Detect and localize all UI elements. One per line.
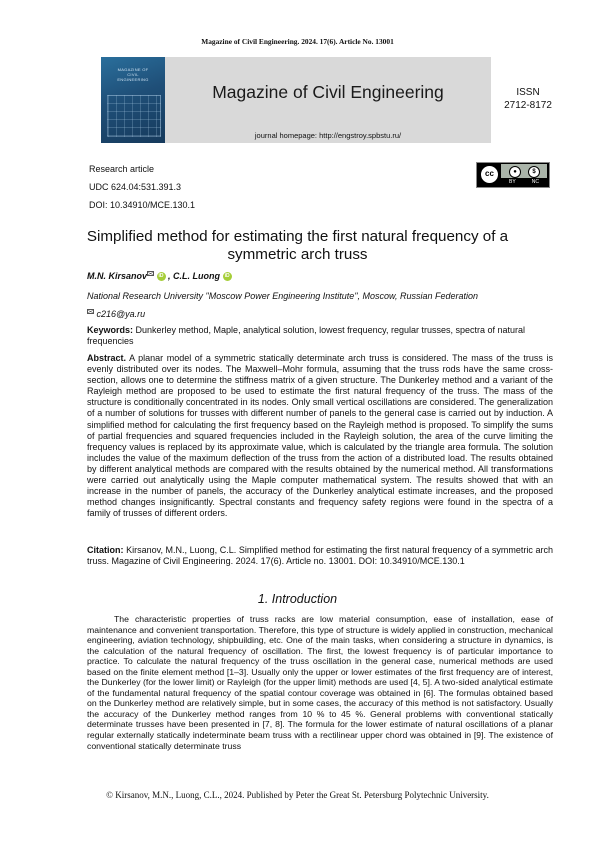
keywords-text: Dunkerley method, Maple, analytical solution, lowest frequency, regular trusses, spectra of natural frequencies [87, 325, 526, 347]
nc-dollar-icon: $ [528, 166, 540, 178]
copyright-footer: © Kirsanov, M.N., Luong, C.L., 2024. Published by Peter the Great St. Petersburg Polytechnic University. [106, 790, 489, 800]
orcid-icon[interactable]: iD [158, 273, 164, 279]
issn-value: 2712-8172 [504, 100, 552, 111]
cover-truss-pattern [107, 95, 161, 137]
article-doi[interactable]: DOI: 10.34910/MCE.130.1 [89, 200, 196, 210]
journal-cover-image [101, 57, 165, 143]
abstract-text: A planar model of a symmetric statically determinate arch truss is considered. The mass of the truss is evenly distributed over its nodes. The Maxwell–Mohr formula, assuming that the truss rods have the same cross-section, allows one to determine the stiffness matrix of a given structure. The Dunkerley method and a variant of the Rayleigh method are proposed to be used to estimate the first natural frequency of the truss. The mass of the structure is conditionally concentrated in its nodes. Only small vertical oscillations are considered. The generalization of a number of solutions for trusses with different number of panels to the general case is carried out by induction. A simplified method for calculating the first frequency based on the Rayleigh method is proposed. To simplify the sums of partial frequencies and squared frequencies included in the Rayleigh solution, the area of the curve limiting the frequency values is replaced by its approximate value, which is calculated by the triangle area formula. The solution includes the value of the maximum deflection of the truss from the action of a distributed load. The results obtained by different analytical methods are compared with the results obtained by the numerical method. All transformations were carried out analytically using the Maple computer mathematical system. The results showed that with an increase in the number of panels, the accuracy of the Dunkerley analytical estimate increases, and the proposed method changes insignificantly. Spectral constants and frequency safety regions were found in the spectra of a family of trusses of different orders. [87, 353, 553, 519]
email-line [87, 309, 145, 319]
cc-icon: cc [480, 165, 499, 184]
section-heading: 1. Introduction [257, 592, 338, 606]
nc-label: NC [531, 179, 539, 185]
author-luong[interactable]: C.L. Luong [173, 271, 221, 281]
issn-label: ISSN [516, 87, 540, 98]
author-kirsanov[interactable]: M.N. Kirsanov [87, 271, 148, 281]
keywords [87, 325, 553, 347]
introduction-paragraph: The characteristic properties of truss racks are low material consumption, ease of installation, ease of maintenance and convenient transportation. Therefore, this type of structure is widely applied in construction, mechanical engineering, aviation technology, shipbuilding, etc. One of the main tasks, when considering a structure in dynamics, is the calculation of the natural frequency of oscillation. The first, the lowest frequency is of particular importance to practice. To calculate the natural frequency of the truss oscillation in the general case, numerical methods are used based on the finite element method [1–3]. Usually only the upper or lower estimates of the first frequency are of interest, the Dunkerley (for the lower limit) or Rayleigh (for the upper limit) methods are used [4, 5]. A two-sided analytical estimate of the fundamental natural frequency of the spatial contour coverage was obtained in [6]. The formulas obtained based on the Dunkerley method are relatively simple, but in some cases, the accuracy of this method is not satisfactory. Usually the accuracy of the Dunkerley method ranges from 10 % to 45 %. General problems with conventional statically determinate trusses have been presented in [7, 8]. The formula for the lower estimate of natural oscillations of a planar regular externally statically indeterminate beam truss with a rectilinear upper chord was obtained in [9]. The existence of conventional statically determinate truss [87, 614, 553, 751]
journal-homepage[interactable]: journal homepage: http://engstroy.spbstu.ru/ [254, 131, 402, 140]
author-separator: , [165, 271, 174, 281]
citation-label: Citation: [87, 545, 124, 555]
orcid-icon[interactable]: iD [224, 273, 230, 279]
udc-code: UDC 624.04:531.391.3 [89, 182, 182, 192]
envelope-icon [87, 309, 94, 314]
email-address[interactable]: c216@ya.ru [96, 309, 146, 319]
author-list [87, 271, 232, 281]
keywords-label: Keywords: [87, 325, 134, 335]
cc-license-badge[interactable] [476, 162, 550, 188]
article-title: Simplified method for estimating the first natural frequency of a symmetric arch truss [86, 228, 509, 263]
article-type: Research article [89, 164, 155, 174]
by-person-icon: ● [509, 166, 521, 178]
issn-block [493, 86, 563, 112]
running-head: Magazine of Civil Engineering. 2024. 17(6). Article No. 13001 [201, 37, 394, 46]
journal-name: Magazine of Civil Engineering [212, 82, 444, 102]
affiliation: National Research University "Moscow Power Engineering Institute", Moscow, Russian Federation [87, 291, 479, 301]
citation [87, 545, 553, 567]
abstract-label: Abstract. [87, 353, 127, 363]
by-label: BY [509, 179, 516, 185]
citation-text: Kirsanov, M.N., Luong, C.L. Simplified method for estimating the first natural frequency of a symmetric arch truss. Magazine of Civil Engineering. 2024. 17(6). Article no. 13001. DOI: 10.34910/MCE.130.1 [87, 545, 553, 567]
abstract [87, 353, 553, 519]
envelope-icon [147, 271, 154, 276]
cover-title: MAGAZINE OF CIVIL ENGINEERING [117, 67, 149, 82]
